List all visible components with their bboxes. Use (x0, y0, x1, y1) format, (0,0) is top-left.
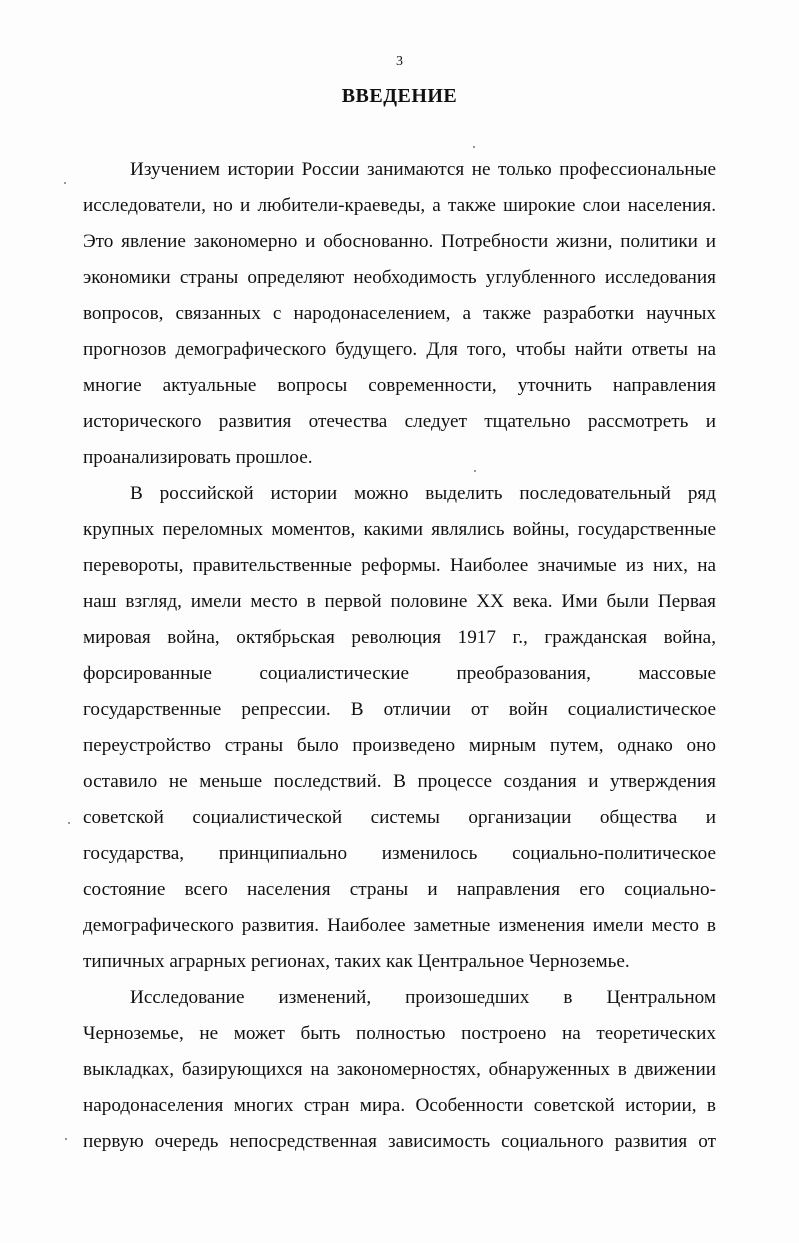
text-line: исследователи, но и любители-краеведы, а также широкие слои населения. (83, 195, 716, 216)
text-line: оставило не меньше последствий. В процессе создания и утверждения (83, 771, 716, 792)
page-number: 3 (396, 54, 403, 69)
scan-speck (473, 146, 475, 148)
text-line: выкладках, базирующихся на закономерностях, обнаруженных в движении (83, 1059, 716, 1080)
text-line: Исследование изменений, произошедших в Центральном (130, 987, 716, 1008)
text-line: проанализировать прошлое. (83, 447, 313, 468)
scan-speck (64, 182, 66, 184)
body-text (83, 152, 716, 1160)
paragraph-2 (83, 476, 716, 980)
scan-speck (68, 822, 70, 824)
paragraph-1 (83, 152, 716, 476)
text-line: многие актуальные вопросы современности, уточнить направления (83, 375, 716, 396)
text-line: народонаселения многих стран мира. Особенности советской истории, в (83, 1095, 716, 1116)
text-line: государства, принципиально изменилось социально-политическое (83, 843, 716, 864)
text-line: прогнозов демографического будущего. Для того, чтобы найти ответы на (83, 339, 716, 360)
text-line: состояние всего населения страны и направления его социально- (83, 879, 716, 900)
text-line: переустройство страны было произведено мирным путем, однако оно (83, 735, 716, 756)
text-line: Изучением истории России занимаются не только профессиональные (130, 159, 716, 180)
text-line: наш взгляд, имели место в первой половине XX века. Ими были Первая (83, 591, 716, 612)
text-line: первую очередь непосредственная зависимость социального развития от (83, 1131, 716, 1152)
text-line: Это явление закономерно и обоснованно. Потребности жизни, политики и (83, 231, 716, 252)
paragraph-3 (83, 980, 716, 1160)
text-line: экономики страны определяют необходимость углубленного исследования (83, 267, 716, 288)
text-line: Черноземье, не может быть полностью построено на теоретических (83, 1023, 716, 1044)
text-line: крупных переломных моментов, какими являлись войны, государственные (83, 519, 716, 540)
text-line: перевороты, правительственные реформы. Наиболее значимые из них, на (83, 555, 716, 576)
text-line: типичных аграрных регионах, таких как Центральное Черноземье. (83, 951, 630, 972)
text-line: форсированные социалистические преобразования, массовые (83, 663, 716, 684)
text-line: демографического развития. Наиболее заметные изменения имели место в (83, 915, 716, 936)
text-line: государственные репрессии. В отличии от войн социалистическое (83, 699, 716, 720)
text-line: вопросов, связанных с народонаселением, а также разработки научных (83, 303, 716, 324)
text-line: В российской истории можно выделить последовательный ряд (130, 483, 716, 504)
scan-speck (65, 1138, 67, 1140)
text-line: исторического развития отечества следует тщательно рассмотреть и (83, 411, 716, 432)
text-line: мировая война, октябрьская революция 1917 г., гражданская война, (83, 627, 716, 648)
page-title: ВВЕДЕНИЕ (341, 85, 458, 107)
scan-speck (474, 470, 476, 472)
text-line: советской социалистической системы организации общества и (83, 807, 716, 828)
